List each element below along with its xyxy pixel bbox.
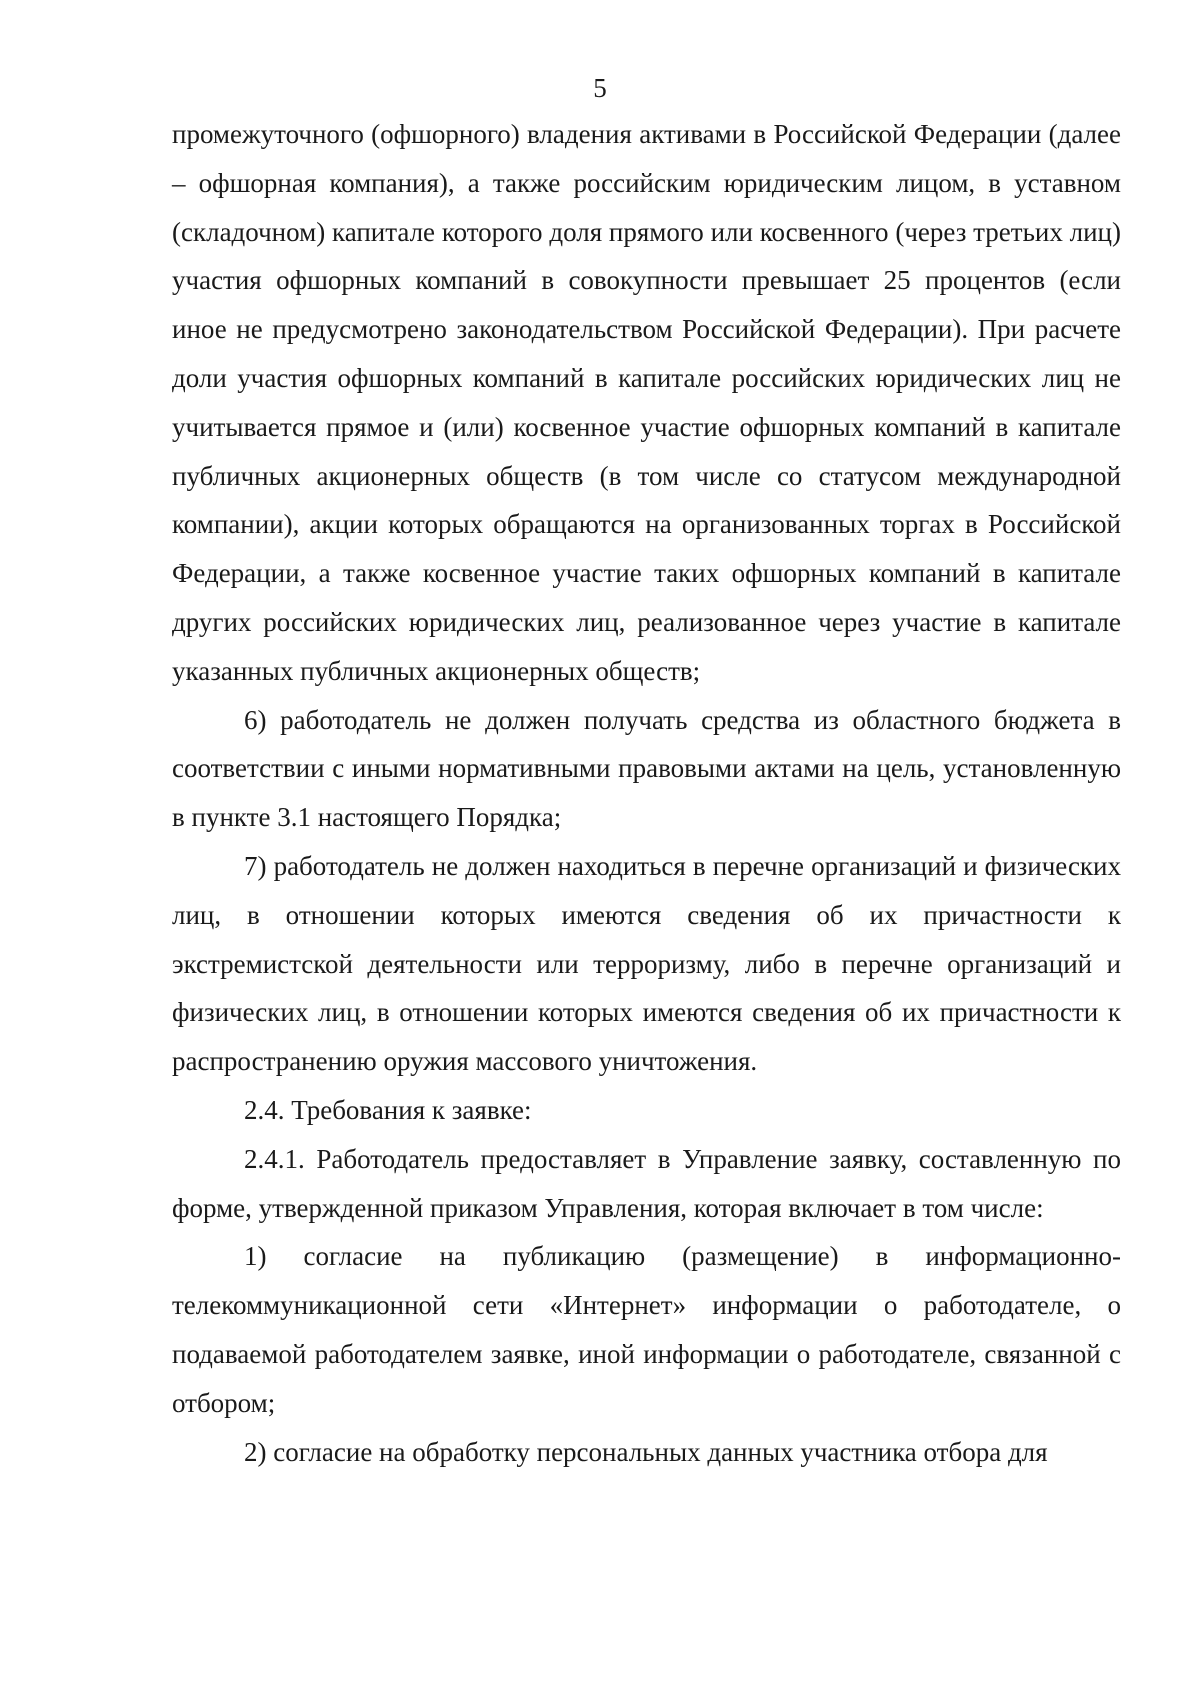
paragraph-consent-publication: 1) согласие на публикацию (размещение) в информационно-телекоммуникационной сети «Интернет» информации о работодателе, о подаваемой работодателем заявке, иной информации о работодателе, связанной с отбором; — [172, 1241, 1121, 1418]
paragraph-offshore-continuation: промежуточного (офшорного) владения активами в Российской Федерации (далее – офшорная компания), а также российским юридическим лицом, в уставном (складочном) капитале которого доля прямого или косвенного (через третьих лиц) участия офшорных компаний в совокупности превышает 25 процентов (если иное не предусмотрено законодательством Российской Федерации). При расчете доли участия офшорных компаний в капитале российских юридических лиц не учитывается прямое и (или) косвенное участие офшорных компаний в капитале публичных акционерных обществ (в том числе со статусом международной компании), акции которых обращаются на организованных торгах в Российской Федерации, а также косвенное участие таких офшорных компаний в капитале других российских юридических лиц, реализованное через участие в капитале указанных публичных акционерных обществ; — [172, 119, 1121, 686]
paragraph-2-4-1: 2.4.1. Работодатель предоставляет в Управление заявку, составленную по форме, утвержденной приказом Управления, которая включает в том числе: — [172, 1143, 1121, 1223]
page-number: 5 — [593, 73, 607, 103]
section-heading-2-4: 2.4. Требования к заявке: — [244, 1094, 532, 1125]
document-body — [172, 110, 1121, 1476]
paragraph-consent-personal-data: 2) согласие на обработку персональных данных участника отбора для — [244, 1436, 1048, 1467]
paragraph-item-6: 6) работодатель не должен получать средства из областного бюджета в соответствии с иными нормативными правовыми актами на цель, установленную в пункте 3.1 настоящего Порядка; — [172, 704, 1121, 833]
paragraph-item-7: 7) работодатель не должен находиться в перечне организаций и физических лиц, в отношении которых имеются сведения об их причастности к экстремистской деятельности или терроризму, либо в перечне организаций и физических лиц, в отношении которых имеются сведения об их причастности к распространению оружия массового уничтожения. — [172, 850, 1121, 1077]
